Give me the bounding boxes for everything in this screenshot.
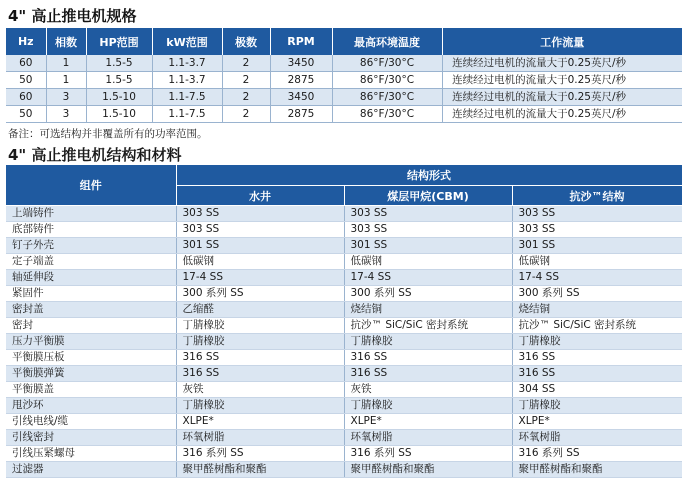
material-cell: 303 SS [176, 206, 344, 222]
material-cell: 316 SS [176, 366, 344, 382]
material-row [6, 430, 682, 446]
spec-cell: 86°F/30°C [332, 106, 442, 123]
spec-cell: 2875 [270, 72, 332, 89]
construction-group-header: 结构形式 [176, 165, 682, 186]
spec-col-header: kW范围 [152, 28, 222, 55]
material-cell: 灰铁 [176, 382, 344, 398]
construction-type-header: 抗沙™结构 [512, 186, 682, 206]
spec-cell: 86°F/30°C [332, 72, 442, 89]
material-cell: 316 SS [512, 366, 682, 382]
spec-note: 备注：可选结构并非覆盖所有的功率范围。 [8, 128, 208, 140]
component-name: 过滤器 [6, 462, 176, 478]
material-cell: 丁腈橡胶 [344, 334, 512, 350]
component-name: 引线压紧螺母 [6, 446, 176, 462]
spec-col-header: 极数 [222, 28, 270, 55]
spec-row [6, 106, 682, 123]
spec-cell: 2 [222, 55, 270, 72]
spec-col-header: RPM [270, 28, 332, 55]
material-cell: 丁腈橡胶 [344, 398, 512, 414]
component-name: 平衡膜弹簧 [6, 366, 176, 382]
spec-row [6, 72, 682, 89]
spec-cell: 1.5-10 [86, 106, 152, 123]
material-row [6, 238, 682, 254]
material-row [6, 446, 682, 462]
material-cell: 烧结铜 [512, 302, 682, 318]
spec-col-header: Hz [6, 28, 46, 55]
spec-row [6, 55, 682, 72]
material-cell: XLPE* [344, 414, 512, 430]
component-name: 定子端盖 [6, 254, 176, 270]
material-cell: 316 系列 SS [176, 446, 344, 462]
material-cell: 环氧树脂 [344, 430, 512, 446]
material-cell: 316 SS [344, 350, 512, 366]
spec-cell: 3450 [270, 55, 332, 72]
spec-cell: 1 [46, 55, 86, 72]
material-cell: 300 系列 SS [344, 286, 512, 302]
component-name: 密封 [6, 318, 176, 334]
material-cell: 聚甲醛树酯和聚酯 [344, 462, 512, 478]
spec-cell: 1.1-3.7 [152, 55, 222, 72]
material-cell: 303 SS [512, 222, 682, 238]
material-row [6, 414, 682, 430]
material-cell: 301 SS [176, 238, 344, 254]
spec-table [6, 28, 682, 123]
spec-cell: 2875 [270, 106, 332, 123]
material-cell: 乙缩醛 [176, 302, 344, 318]
component-name: 平衡膜压板 [6, 350, 176, 366]
component-name: 引线密封 [6, 430, 176, 446]
material-cell: 聚甲醛树酯和聚酯 [176, 462, 344, 478]
material-cell: XLPE* [176, 414, 344, 430]
material-row [6, 206, 682, 222]
material-cell: 303 SS [344, 206, 512, 222]
spec-cell: 1.5-5 [86, 55, 152, 72]
material-cell: 环氧树脂 [176, 430, 344, 446]
component-name: 引线电线/缆 [6, 414, 176, 430]
component-name: 底部铸件 [6, 222, 176, 238]
material-cell: 303 SS [344, 222, 512, 238]
material-cell: 低碳钢 [344, 254, 512, 270]
material-cell: 丁腈橡胶 [176, 318, 344, 334]
material-cell: 环氧树脂 [512, 430, 682, 446]
material-cell: 灰铁 [344, 382, 512, 398]
spec-cell: 1.1-7.5 [152, 106, 222, 123]
material-row [6, 302, 682, 318]
component-name: 轴延伸段 [6, 270, 176, 286]
spec-cell: 86°F/30°C [332, 89, 442, 106]
spec-cell: 1.1-7.5 [152, 89, 222, 106]
spec-cell: 连续经过电机的流量大于0.25英尺/秒 [442, 89, 682, 106]
material-cell: 抗沙™ SiC/SiC 密封系统 [512, 318, 682, 334]
material-cell: 316 SS [176, 350, 344, 366]
material-cell: 303 SS [176, 222, 344, 238]
spec-cell: 60 [6, 89, 46, 106]
spec-cell: 1.1-3.7 [152, 72, 222, 89]
component-name: 钉子外壳 [6, 238, 176, 254]
spec-cell: 50 [6, 72, 46, 89]
material-row [6, 270, 682, 286]
material-cell: 低碳钢 [176, 254, 344, 270]
material-cell: 304 SS [512, 382, 682, 398]
spec-cell: 60 [6, 55, 46, 72]
material-cell: 丁腈橡胶 [176, 398, 344, 414]
materials-title: 4" 高止推电机结构和材料 [8, 146, 182, 164]
spec-cell: 2 [222, 106, 270, 123]
material-cell: 316 系列 SS [344, 446, 512, 462]
spec-cell: 3450 [270, 89, 332, 106]
spec-col-header: 最高环境温度 [332, 28, 442, 55]
material-cell: 低碳钢 [512, 254, 682, 270]
material-cell: 300 系列 SS [176, 286, 344, 302]
material-cell: 烧结铜 [344, 302, 512, 318]
material-row [6, 382, 682, 398]
spec-header-row [6, 28, 682, 55]
material-row [6, 222, 682, 238]
spec-cell: 连续经过电机的流量大于0.25英尺/秒 [442, 72, 682, 89]
material-cell: 316 SS [512, 350, 682, 366]
component-name: 压力平衡膜 [6, 334, 176, 350]
material-cell: 17-4 SS [176, 270, 344, 286]
construction-type-header: 水井 [176, 186, 344, 206]
spec-cell: 1 [46, 72, 86, 89]
spec-cell: 连续经过电机的流量大于0.25英尺/秒 [442, 55, 682, 72]
material-cell: 316 SS [344, 366, 512, 382]
spec-cell: 2 [222, 89, 270, 106]
document-page [6, 4, 682, 478]
component-name: 甩沙环 [6, 398, 176, 414]
materials-table [6, 165, 683, 478]
material-cell: 抗沙™ SiC/SiC 密封系统 [344, 318, 512, 334]
material-row [6, 366, 682, 382]
spec-col-header: 相数 [46, 28, 86, 55]
material-cell: 17-4 SS [344, 270, 512, 286]
spec-row [6, 89, 682, 106]
material-cell: 丁腈橡胶 [512, 334, 682, 350]
component-header: 组件 [6, 165, 176, 206]
material-cell: 丁腈橡胶 [176, 334, 344, 350]
spec-cell: 50 [6, 106, 46, 123]
spec-col-header: 工作流量 [442, 28, 682, 55]
material-cell: XLPE* [512, 414, 682, 430]
material-row [6, 286, 682, 302]
spec-cell: 1.5-5 [86, 72, 152, 89]
spec-col-header: HP范围 [86, 28, 152, 55]
spec-cell: 2 [222, 72, 270, 89]
material-cell: 301 SS [344, 238, 512, 254]
material-cell: 丁腈橡胶 [512, 398, 682, 414]
construction-type-header: 煤层甲烷(CBM) [344, 186, 512, 206]
material-cell: 316 系列 SS [512, 446, 682, 462]
component-name: 上端铸件 [6, 206, 176, 222]
material-row [6, 334, 682, 350]
material-row [6, 398, 682, 414]
material-cell: 300 系列 SS [512, 286, 682, 302]
material-row [6, 462, 682, 478]
material-row [6, 318, 682, 334]
component-name: 紧固件 [6, 286, 176, 302]
spec-cell: 86°F/30°C [332, 55, 442, 72]
spec-cell: 3 [46, 89, 86, 106]
component-name: 密封盖 [6, 302, 176, 318]
material-cell: 303 SS [512, 206, 682, 222]
component-name: 平衡膜盖 [6, 382, 176, 398]
spec-cell: 连续经过电机的流量大于0.25英尺/秒 [442, 106, 682, 123]
spec-cell: 1.5-10 [86, 89, 152, 106]
material-cell: 301 SS [512, 238, 682, 254]
material-cell: 17-4 SS [512, 270, 682, 286]
material-cell: 聚甲醛树酯和聚酯 [512, 462, 682, 478]
spec-title: 4" 高止推电机规格 [8, 7, 137, 25]
material-row [6, 350, 682, 366]
spec-cell: 3 [46, 106, 86, 123]
material-row [6, 254, 682, 270]
